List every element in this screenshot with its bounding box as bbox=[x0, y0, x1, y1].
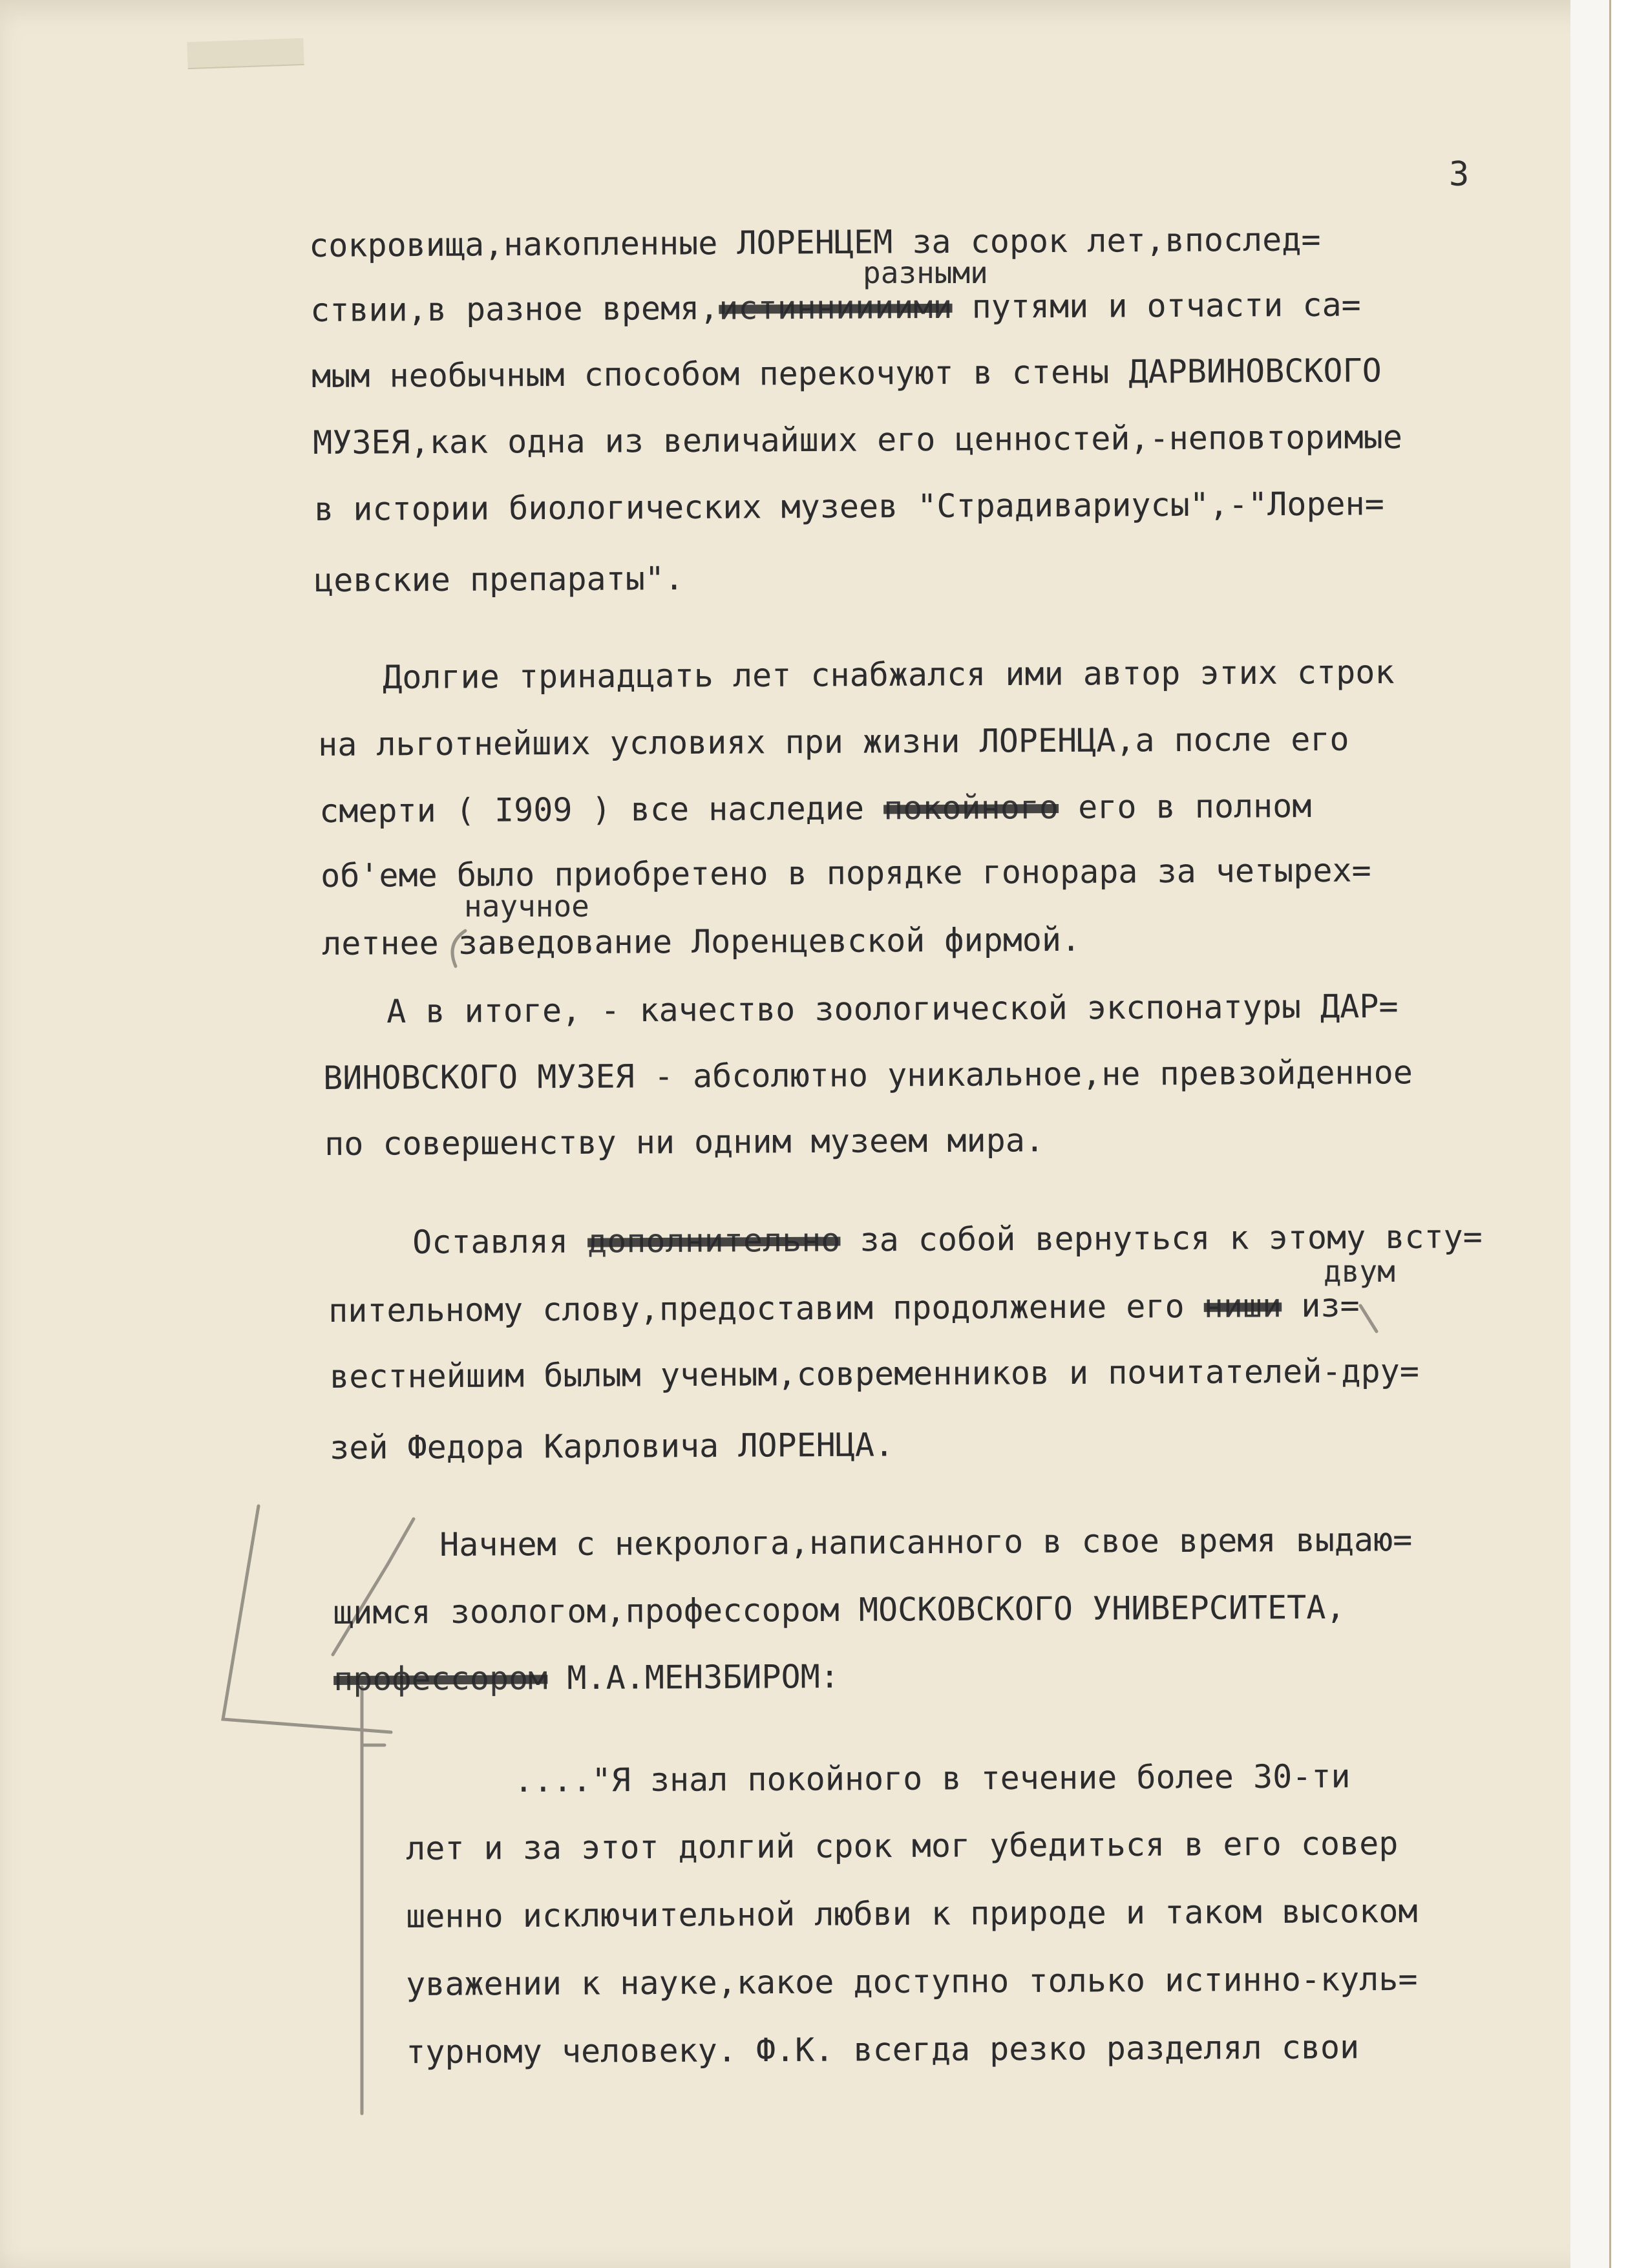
struck-text: ниши bbox=[1203, 1287, 1282, 1325]
text-line: сокровища,накопленные ЛОРЕНЦЕМ за сорок лет,впослед= bbox=[309, 220, 1321, 264]
text-segment: пительному слову,предоставим продолжение его bbox=[328, 1287, 1204, 1330]
text-segment: путями и отчасти са= bbox=[952, 286, 1361, 326]
insertion-text: разными bbox=[863, 255, 988, 290]
text-line: МУЗЕЯ,как одна из величайших его ценностей,-неповторимые bbox=[313, 418, 1403, 461]
page-number: 3 bbox=[1449, 155, 1470, 194]
text-segment: ствии,в разное время, bbox=[310, 289, 719, 329]
text-segment: из= bbox=[1282, 1286, 1360, 1325]
text-segment: его в полном bbox=[1058, 787, 1312, 827]
struck-text: профессором bbox=[333, 1659, 548, 1698]
text-line: уважении к науке,какое доступно только истинно-куль= bbox=[406, 1960, 1418, 2003]
text-segment: М.А.МЕНЗБИРОМ: bbox=[547, 1657, 840, 1697]
text-line: зей Федора Карловича ЛОРЕНЦА. bbox=[330, 1426, 894, 1467]
text-line bbox=[333, 1657, 840, 1699]
text-line: в истории биологических музеев "Страдивариусы",-"Лорен= bbox=[314, 485, 1384, 528]
text-line: Начнем с некролога,написанного в свое время выдаю= bbox=[439, 1521, 1413, 1563]
text-line: щимся зоологом,профессором МОСКОВСКОГО УНИВЕРСИТЕТА, bbox=[333, 1588, 1346, 1631]
text-line: мым необычным способом перекочуют в стены ДАРВИНОВСКОГО bbox=[312, 352, 1382, 395]
text-segment: за собой вернуться к этому всту= bbox=[840, 1218, 1483, 1259]
insertion-text: научное bbox=[464, 889, 589, 924]
text-line bbox=[319, 787, 1312, 831]
text-line: ...."Я знал покойного в течение более 30-ти bbox=[514, 1757, 1351, 1799]
text-segment: смерти ( I909 ) все наследие bbox=[319, 789, 884, 830]
text-line: об'еме было приобретено в порядке гонорара за четырех= bbox=[321, 851, 1371, 895]
text-line: А в итоге, - качество зоологической экспонатуры ДАР= bbox=[386, 987, 1399, 1030]
struck-text: покойного bbox=[883, 789, 1059, 827]
text-line: вестнейшим былым ученым,современников и почитателей-дру= bbox=[330, 1352, 1420, 1395]
text-line: по совершенству ни одним музеем мира. bbox=[324, 1121, 1045, 1163]
text-segment: Оставляя bbox=[412, 1222, 588, 1261]
text-line bbox=[412, 1217, 1483, 1262]
text-line: цевские препараты". bbox=[314, 560, 684, 599]
text-line: лет и за этот долгий срок мог убедиться в его совер bbox=[406, 1824, 1399, 1867]
text-line bbox=[328, 1286, 1360, 1330]
struck-text: истинниииими bbox=[719, 288, 953, 327]
text-line: турному человеку. Ф.К. всегда резко разделял свои bbox=[406, 2028, 1360, 2071]
text-line: летнее заведование Лоренцевской фирмой. bbox=[322, 920, 1081, 962]
struck-text: дополнительно bbox=[587, 1221, 841, 1260]
insertion-text: двум bbox=[1324, 1254, 1395, 1289]
text-line bbox=[310, 285, 1361, 330]
text-line: на льготнейших условиях при жизни ЛОРЕНЦА,а после его bbox=[318, 720, 1349, 763]
text-line: ВИНОВСКОГО МУЗЕЯ - абсолютно уникальное,не превзойденное bbox=[323, 1054, 1413, 1097]
text-line: шенно исключительной любви к природе и таком высоком bbox=[406, 1892, 1418, 1935]
text-line: Долгие тринадцать лет снабжался ими автор этих строк bbox=[383, 653, 1395, 696]
